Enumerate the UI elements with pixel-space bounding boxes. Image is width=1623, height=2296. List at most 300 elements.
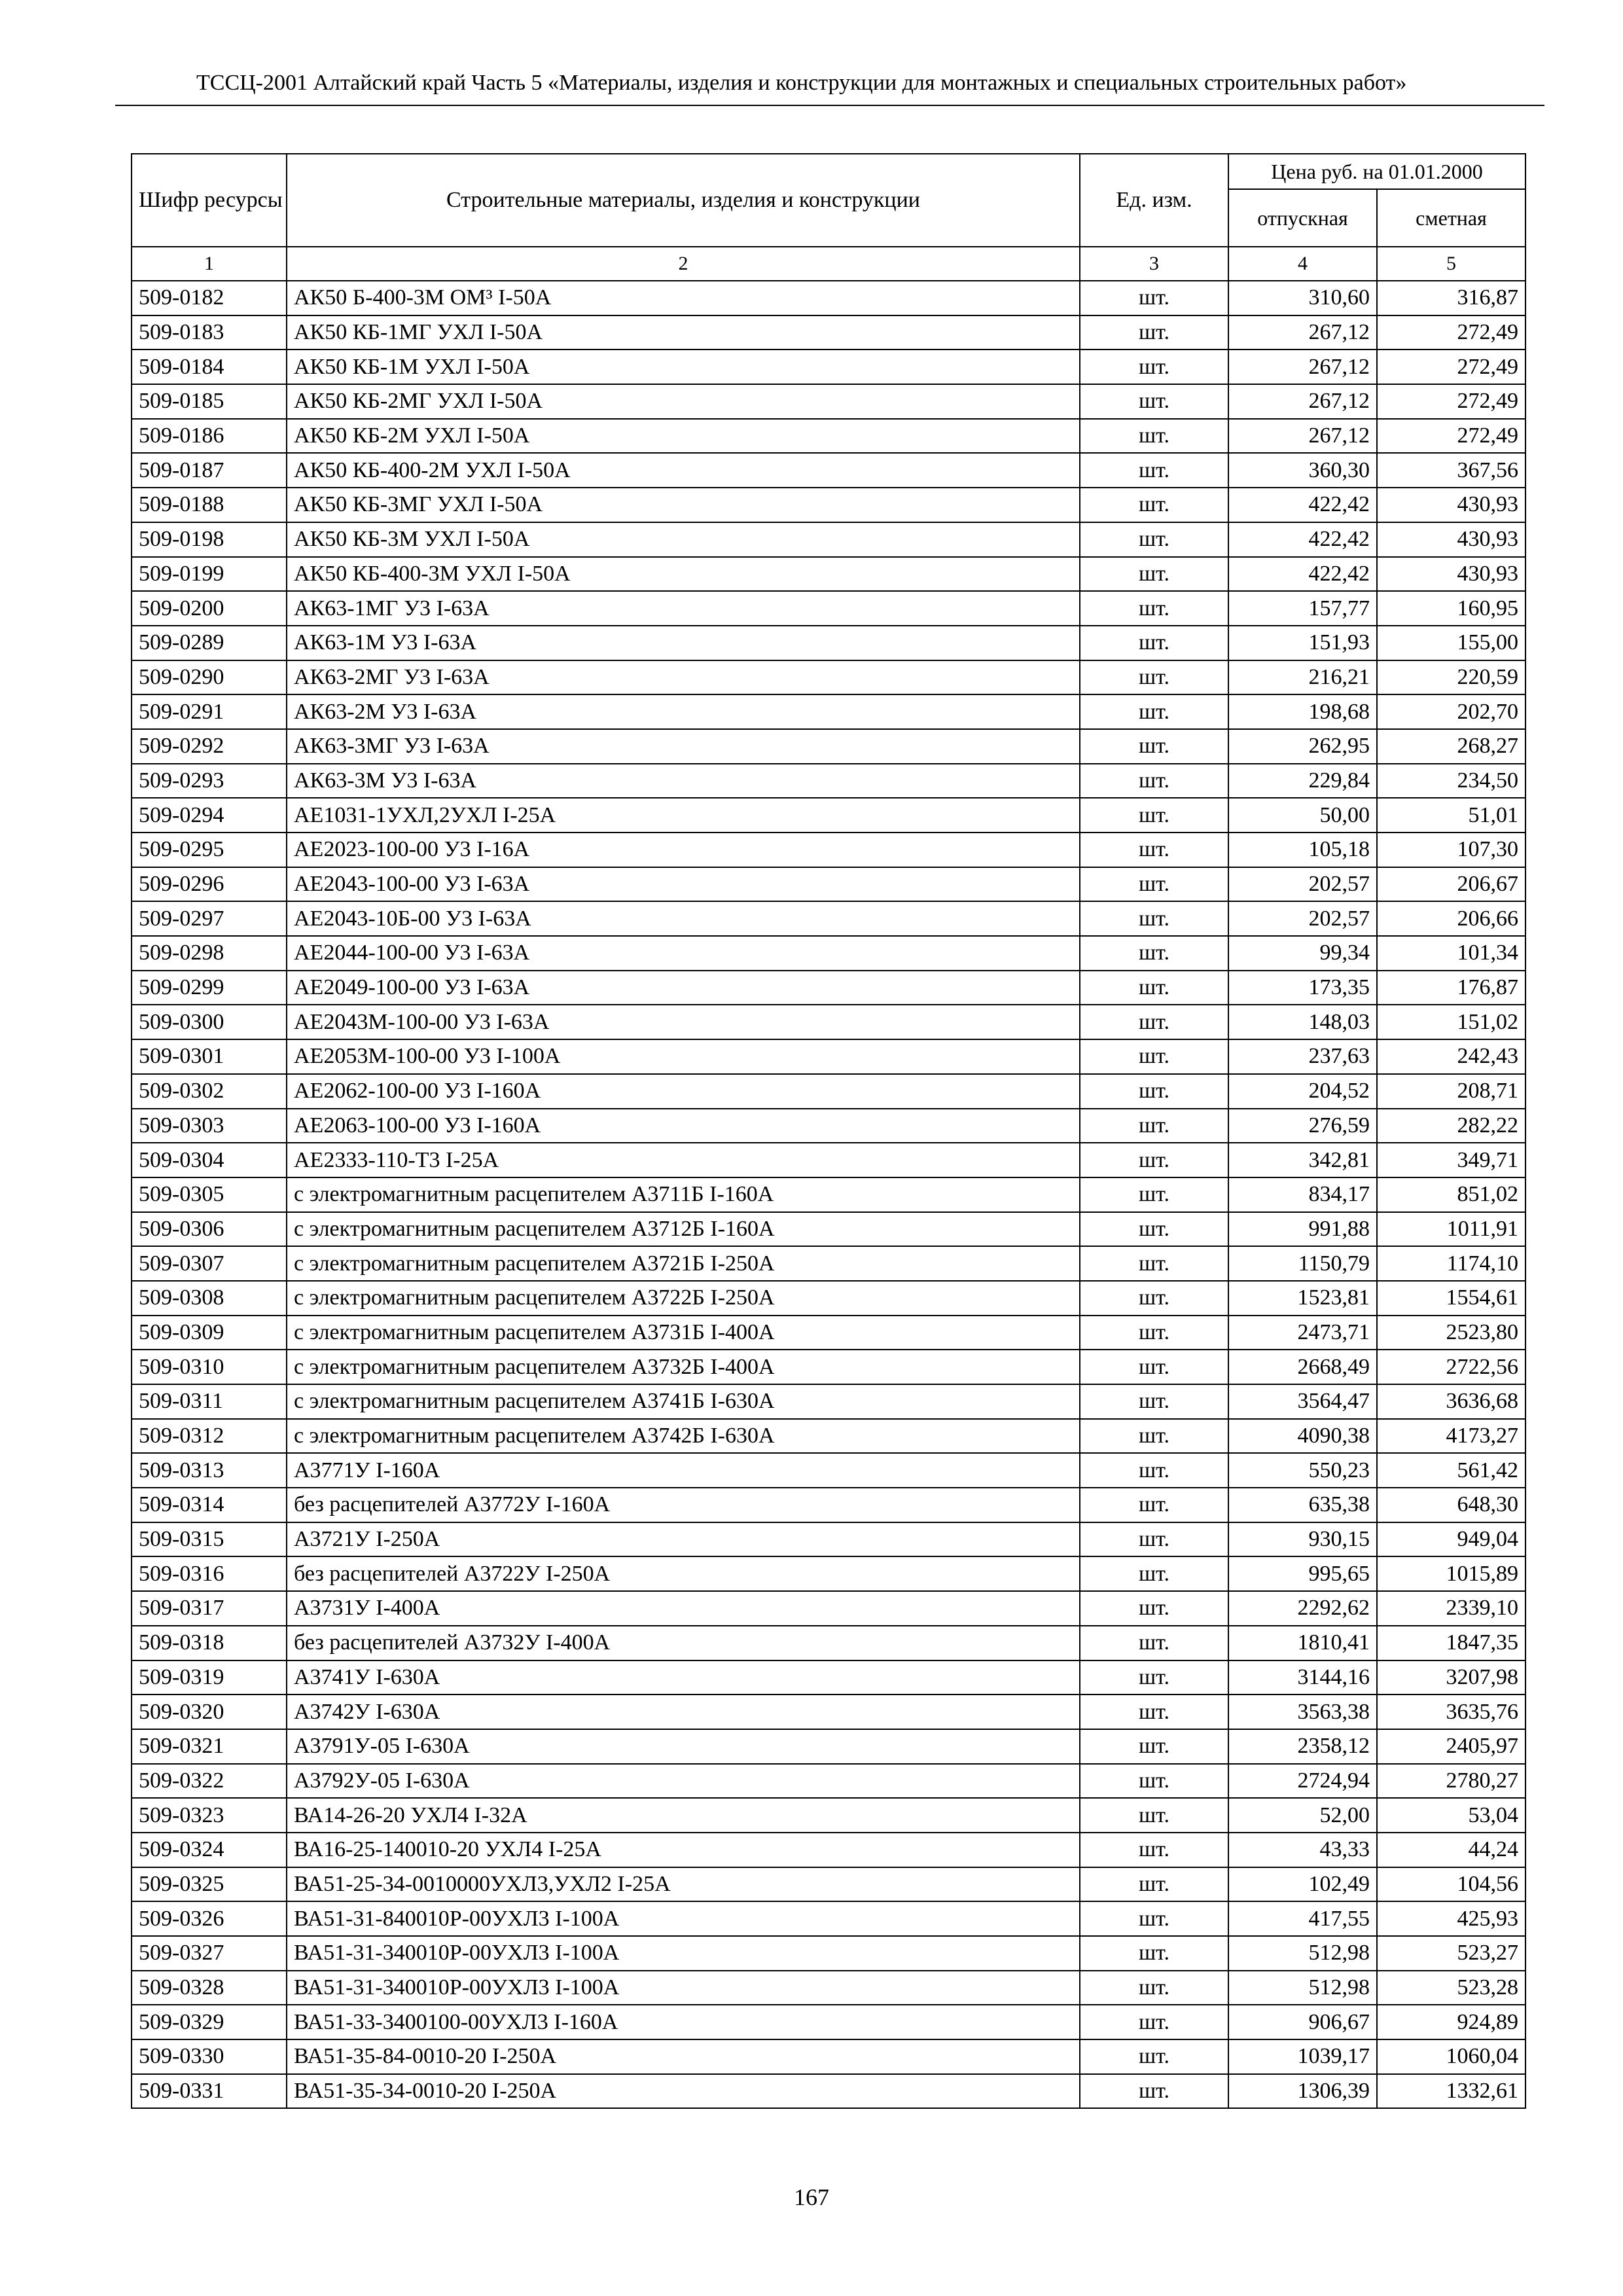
row-code: 509-0200 (132, 591, 287, 626)
row-estimate-price: 430,93 (1377, 557, 1525, 592)
row-name: АК63-2МГ У3 I-63А (287, 660, 1080, 695)
row-unit: шт. (1080, 1764, 1228, 1799)
table-row (132, 833, 1525, 867)
row-unit: шт. (1080, 350, 1228, 384)
table-row (132, 1316, 1525, 1350)
row-unit: шт. (1080, 971, 1228, 1005)
table-row (132, 384, 1525, 419)
row-unit: шт. (1080, 1281, 1228, 1316)
row-unit: шт. (1080, 2039, 1228, 2074)
row-unit: шт. (1080, 1833, 1228, 1867)
row-release-price: 512,98 (1228, 1936, 1377, 1971)
row-estimate-price: 3207,98 (1377, 1660, 1525, 1695)
row-release-price: 276,59 (1228, 1109, 1377, 1143)
row-name: с электромагнитным расцепителем А3721Б I-250А (287, 1246, 1080, 1281)
row-name: ВА51-35-84-0010-20 I-250А (287, 2039, 1080, 2074)
row-estimate-price: 272,49 (1377, 350, 1525, 384)
row-estimate-price: 430,93 (1377, 488, 1525, 522)
row-release-price: 2292,62 (1228, 1591, 1377, 1626)
row-estimate-price: 53,04 (1377, 1798, 1525, 1833)
table-row (132, 694, 1525, 729)
row-release-price: 102,49 (1228, 1867, 1377, 1902)
table-row (132, 1764, 1525, 1799)
table-row (132, 1419, 1525, 1454)
row-code: 509-0331 (132, 2074, 287, 2109)
table-row (132, 1867, 1525, 1902)
row-name: АК50 КБ-2МГ УХЛ I-50А (287, 384, 1080, 419)
row-release-price: 3144,16 (1228, 1660, 1377, 1695)
row-unit: шт. (1080, 522, 1228, 557)
row-name: с электромагнитным расцепителем А3732Б I-400А (287, 1350, 1080, 1384)
row-release-price: 204,52 (1228, 1074, 1377, 1109)
row-release-price: 148,03 (1228, 1005, 1377, 1039)
table-row (132, 591, 1525, 626)
row-estimate-price: 648,30 (1377, 1488, 1525, 1522)
row-name: без расцепителей А3772У I-160А (287, 1488, 1080, 1522)
table-row (132, 1177, 1525, 1212)
row-release-price: 3564,47 (1228, 1384, 1377, 1419)
row-unit: шт. (1080, 833, 1228, 867)
table-row (132, 1626, 1525, 1660)
row-code: 509-0316 (132, 1556, 287, 1591)
row-unit: шт. (1080, 1212, 1228, 1247)
table-row (132, 1556, 1525, 1591)
table-row (132, 936, 1525, 971)
row-name: АК50 КБ-400-3М УХЛ I-50А (287, 557, 1080, 592)
row-estimate-price: 1174,10 (1377, 1246, 1525, 1281)
table-body (132, 281, 1525, 2108)
row-unit: шт. (1080, 1626, 1228, 1660)
table-row (132, 488, 1525, 522)
table-row (132, 1039, 1525, 1074)
price-table (131, 153, 1526, 2109)
row-name: А3791У-05 I-630А (287, 1729, 1080, 1764)
row-estimate-price: 107,30 (1377, 833, 1525, 867)
row-name: с электромагнитным расцепителем А3731Б I-400А (287, 1316, 1080, 1350)
row-unit: шт. (1080, 1591, 1228, 1626)
row-name: ВА14-26-20 УХЛ4 I-32А (287, 1798, 1080, 1833)
column-number: 3 (1080, 247, 1228, 281)
row-estimate-price: 155,00 (1377, 626, 1525, 660)
row-estimate-price: 367,56 (1377, 453, 1525, 488)
table-row (132, 901, 1525, 936)
row-release-price: 105,18 (1228, 833, 1377, 867)
row-unit: шт. (1080, 1109, 1228, 1143)
row-name: с электромагнитным расцепителем А3711Б I-160А (287, 1177, 1080, 1212)
row-name: А3721У I-250А (287, 1522, 1080, 1557)
row-code: 509-0325 (132, 1867, 287, 1902)
table-row (132, 1488, 1525, 1522)
row-estimate-price: 349,71 (1377, 1143, 1525, 1177)
row-code: 509-0186 (132, 419, 287, 454)
row-estimate-price: 430,93 (1377, 522, 1525, 557)
row-unit: шт. (1080, 1316, 1228, 1350)
row-name: АК63-3МГ У3 I-63А (287, 729, 1080, 764)
table-row (132, 1901, 1525, 1936)
row-unit: шт. (1080, 1453, 1228, 1488)
row-release-price: 237,63 (1228, 1039, 1377, 1074)
row-unit: шт. (1080, 384, 1228, 419)
row-release-price: 991,88 (1228, 1212, 1377, 1247)
row-unit: шт. (1080, 936, 1228, 971)
row-name: АК50 КБ-1М УХЛ I-50А (287, 350, 1080, 384)
row-unit: шт. (1080, 660, 1228, 695)
table-row (132, 660, 1525, 695)
row-estimate-price: 2523,80 (1377, 1316, 1525, 1350)
row-release-price: 422,42 (1228, 557, 1377, 592)
row-name: АЕ2023-100-00 У3 I-16А (287, 833, 1080, 867)
row-code: 509-0312 (132, 1419, 287, 1454)
row-code: 509-0291 (132, 694, 287, 729)
row-code: 509-0289 (132, 626, 287, 660)
table-row (132, 419, 1525, 454)
row-release-price: 342,81 (1228, 1143, 1377, 1177)
row-code: 509-0315 (132, 1522, 287, 1557)
row-code: 509-0295 (132, 833, 287, 867)
row-name: АЕ2044-100-00 У3 I-63А (287, 936, 1080, 971)
row-code: 509-0328 (132, 1971, 287, 2005)
row-release-price: 267,12 (1228, 419, 1377, 454)
row-estimate-price: 561,42 (1377, 1453, 1525, 1488)
row-release-price: 52,00 (1228, 1798, 1377, 1833)
row-unit: шт. (1080, 1005, 1228, 1039)
row-release-price: 173,35 (1228, 971, 1377, 1005)
row-code: 509-0294 (132, 798, 287, 833)
row-release-price: 2668,49 (1228, 1350, 1377, 1384)
page-header-title: ТССЦ-2001 Алтайский край Часть 5 «Материалы, изделия и конструкции для монтажных и специальных строительных работ» (196, 71, 1407, 95)
row-code: 509-0306 (132, 1212, 287, 1247)
table-row (132, 798, 1525, 833)
table-row (132, 1384, 1525, 1419)
row-name: АЕ2063-100-00 У3 I-160А (287, 1109, 1080, 1143)
row-unit: шт. (1080, 1350, 1228, 1384)
header-rule (115, 105, 1544, 106)
row-code: 509-0198 (132, 522, 287, 557)
row-unit: шт. (1080, 1488, 1228, 1522)
row-estimate-price: 2405,97 (1377, 1729, 1525, 1764)
row-release-price: 1150,79 (1228, 1246, 1377, 1281)
row-release-price: 216,21 (1228, 660, 1377, 695)
row-release-price: 2358,12 (1228, 1729, 1377, 1764)
row-unit: шт. (1080, 1556, 1228, 1591)
row-name: ВА51-31-840010Р-00УХЛ3 I-100А (287, 1901, 1080, 1936)
row-release-price: 550,23 (1228, 1453, 1377, 1488)
row-release-price: 417,55 (1228, 1901, 1377, 1936)
row-name: ВА51-35-34-0010-20 I-250А (287, 2074, 1080, 2109)
row-estimate-price: 282,22 (1377, 1109, 1525, 1143)
row-unit: шт. (1080, 2005, 1228, 2039)
row-name: с электромагнитным расцепителем А3712Б I-160А (287, 1212, 1080, 1247)
row-code: 509-0299 (132, 971, 287, 1005)
row-estimate-price: 268,27 (1377, 729, 1525, 764)
table-row (132, 1074, 1525, 1109)
table-row (132, 1212, 1525, 1247)
row-name: А3742У I-630А (287, 1695, 1080, 1729)
row-unit: шт. (1080, 1729, 1228, 1764)
row-code: 509-0308 (132, 1281, 287, 1316)
row-unit: шт. (1080, 1901, 1228, 1936)
row-code: 509-0292 (132, 729, 287, 764)
table-row (132, 1729, 1525, 1764)
row-code: 509-0329 (132, 2005, 287, 2039)
row-estimate-price: 3635,76 (1377, 1695, 1525, 1729)
row-code: 509-0182 (132, 281, 287, 315)
row-unit: шт. (1080, 1867, 1228, 1902)
row-name: А3731У I-400А (287, 1591, 1080, 1626)
table-row (132, 764, 1525, 798)
row-estimate-price: 523,28 (1377, 1971, 1525, 2005)
row-name: АК50 КБ-3М УХЛ I-50А (287, 522, 1080, 557)
row-release-price: 512,98 (1228, 1971, 1377, 2005)
table-row (132, 453, 1525, 488)
row-name: АЕ2043-10Б-00 У3 I-63А (287, 901, 1080, 936)
table-row (132, 1281, 1525, 1316)
row-code: 509-0324 (132, 1833, 287, 1867)
row-unit: шт. (1080, 867, 1228, 902)
row-unit: шт. (1080, 1419, 1228, 1454)
table-row (132, 1971, 1525, 2005)
table-row (132, 1109, 1525, 1143)
row-code: 509-0314 (132, 1488, 287, 1522)
row-estimate-price: 1332,61 (1377, 2074, 1525, 2109)
row-estimate-price: 101,34 (1377, 936, 1525, 971)
row-unit: шт. (1080, 488, 1228, 522)
row-estimate-price: 4173,27 (1377, 1419, 1525, 1454)
row-unit: шт. (1080, 1522, 1228, 1557)
row-unit: шт. (1080, 626, 1228, 660)
row-estimate-price: 851,02 (1377, 1177, 1525, 1212)
row-estimate-price: 523,27 (1377, 1936, 1525, 1971)
row-release-price: 3563,38 (1228, 1695, 1377, 1729)
table-row (132, 2074, 1525, 2109)
row-code: 509-0322 (132, 1764, 287, 1799)
row-release-price: 1039,17 (1228, 2039, 1377, 2074)
row-code: 509-0296 (132, 867, 287, 902)
row-estimate-price: 176,87 (1377, 971, 1525, 1005)
header-code: Шифр ресурсы (132, 154, 287, 247)
table-row (132, 1350, 1525, 1384)
row-unit: шт. (1080, 1936, 1228, 1971)
table-row (132, 2005, 1525, 2039)
row-estimate-price: 1011,91 (1377, 1212, 1525, 1247)
table-row (132, 315, 1525, 350)
column-number: 1 (132, 247, 287, 281)
row-unit: шт. (1080, 1384, 1228, 1419)
row-estimate-price: 2722,56 (1377, 1350, 1525, 1384)
row-code: 509-0297 (132, 901, 287, 936)
row-name: АЕ2333-110-Т3 I-25А (287, 1143, 1080, 1177)
row-code: 509-0311 (132, 1384, 287, 1419)
row-unit: шт. (1080, 591, 1228, 626)
table-row (132, 1936, 1525, 1971)
row-name: с электромагнитным расцепителем А3722Б I-250А (287, 1281, 1080, 1316)
header-estimate-price: сметная (1377, 189, 1525, 247)
row-code: 509-0298 (132, 936, 287, 971)
row-release-price: 198,68 (1228, 694, 1377, 729)
row-name: с электромагнитным расцепителем А3741Б I-630А (287, 1384, 1080, 1419)
row-release-price: 360,30 (1228, 453, 1377, 488)
row-name: АК63-2М У3 I-63А (287, 694, 1080, 729)
row-code: 509-0187 (132, 453, 287, 488)
row-name: АК50 Б-400-3М ОМ³ I-50А (287, 281, 1080, 315)
row-estimate-price: 206,67 (1377, 867, 1525, 902)
table-row (132, 729, 1525, 764)
row-unit: шт. (1080, 1695, 1228, 1729)
row-unit: шт. (1080, 901, 1228, 936)
row-name: А3741У I-630А (287, 1660, 1080, 1695)
row-code: 509-0317 (132, 1591, 287, 1626)
row-estimate-price: 1060,04 (1377, 2039, 1525, 2074)
row-estimate-price: 234,50 (1377, 764, 1525, 798)
row-estimate-price: 1554,61 (1377, 1281, 1525, 1316)
row-code: 509-0323 (132, 1798, 287, 1833)
row-unit: шт. (1080, 1177, 1228, 1212)
row-release-price: 1523,81 (1228, 1281, 1377, 1316)
row-release-price: 2724,94 (1228, 1764, 1377, 1799)
row-unit: шт. (1080, 557, 1228, 592)
table-row (132, 1522, 1525, 1557)
row-unit: шт. (1080, 1971, 1228, 2005)
row-release-price: 1810,41 (1228, 1626, 1377, 1660)
row-unit: шт. (1080, 694, 1228, 729)
row-unit: шт. (1080, 1246, 1228, 1281)
table-row (132, 350, 1525, 384)
row-name: АК63-1МГ У3 I-63А (287, 591, 1080, 626)
row-release-price: 2473,71 (1228, 1316, 1377, 1350)
row-code: 509-0326 (132, 1901, 287, 1936)
row-estimate-price: 2339,10 (1377, 1591, 1525, 1626)
table-row (132, 1833, 1525, 1867)
row-estimate-price: 242,43 (1377, 1039, 1525, 1074)
header-release-price: отпускная (1228, 189, 1377, 247)
row-name: АЕ2043-100-00 У3 I-63А (287, 867, 1080, 902)
row-code: 509-0199 (132, 557, 287, 592)
table-row (132, 281, 1525, 315)
column-number: 4 (1228, 247, 1377, 281)
row-code: 509-0321 (132, 1729, 287, 1764)
row-estimate-price: 316,87 (1377, 281, 1525, 315)
table-row (132, 1143, 1525, 1177)
row-name: АК50 КБ-2М УХЛ I-50А (287, 419, 1080, 454)
row-estimate-price: 104,56 (1377, 1867, 1525, 1902)
row-estimate-price: 924,89 (1377, 2005, 1525, 2039)
table-row (132, 557, 1525, 592)
row-release-price: 50,00 (1228, 798, 1377, 833)
row-name: А3792У-05 I-630А (287, 1764, 1080, 1799)
row-code: 509-0300 (132, 1005, 287, 1039)
row-name: с электромагнитным расцепителем А3742Б I-630А (287, 1419, 1080, 1454)
table-row (132, 1695, 1525, 1729)
row-release-price: 995,65 (1228, 1556, 1377, 1591)
row-name: АЕ1031-1УХЛ,2УХЛ I-25А (287, 798, 1080, 833)
table-row (132, 1798, 1525, 1833)
row-unit: шт. (1080, 1143, 1228, 1177)
row-release-price: 157,77 (1228, 591, 1377, 626)
row-estimate-price: 220,59 (1377, 660, 1525, 695)
row-name: АЕ2043М-100-00 У3 I-63А (287, 1005, 1080, 1039)
row-name: А3771У I-160А (287, 1453, 1080, 1488)
row-release-price: 310,60 (1228, 281, 1377, 315)
row-name: АК50 КБ-400-2М УХЛ I-50А (287, 453, 1080, 488)
row-name: ВА16-25-140010-20 УХЛ4 I-25А (287, 1833, 1080, 1867)
row-estimate-price: 51,01 (1377, 798, 1525, 833)
row-unit: шт. (1080, 764, 1228, 798)
table-row (132, 867, 1525, 902)
row-unit: шт. (1080, 419, 1228, 454)
row-release-price: 43,33 (1228, 1833, 1377, 1867)
row-code: 509-0305 (132, 1177, 287, 1212)
row-release-price: 267,12 (1228, 315, 1377, 350)
row-code: 509-0301 (132, 1039, 287, 1074)
table-row (132, 1660, 1525, 1695)
column-number: 5 (1377, 247, 1525, 281)
row-name: ВА51-33-3400100-00УХЛ3 I-160А (287, 2005, 1080, 2039)
table-row (132, 522, 1525, 557)
row-unit: шт. (1080, 453, 1228, 488)
row-name: ВА51-25-34-0010000УХЛ3,УХЛ2 I-25А (287, 1867, 1080, 1902)
row-release-price: 4090,38 (1228, 1419, 1377, 1454)
row-estimate-price: 44,24 (1377, 1833, 1525, 1867)
row-unit: шт. (1080, 315, 1228, 350)
table-row (132, 1591, 1525, 1626)
column-number: 2 (287, 247, 1080, 281)
row-estimate-price: 160,95 (1377, 591, 1525, 626)
row-release-price: 422,42 (1228, 522, 1377, 557)
row-code: 509-0188 (132, 488, 287, 522)
row-unit: шт. (1080, 1039, 1228, 1074)
table-row (132, 1453, 1525, 1488)
row-estimate-price: 425,93 (1377, 1901, 1525, 1936)
row-release-price: 834,17 (1228, 1177, 1377, 1212)
row-unit: шт. (1080, 1660, 1228, 1695)
header-unit: Ед. изм. (1080, 154, 1228, 247)
row-release-price: 422,42 (1228, 488, 1377, 522)
table-row (132, 626, 1525, 660)
row-unit: шт. (1080, 1074, 1228, 1109)
row-name: АК63-3М У3 I-63А (287, 764, 1080, 798)
row-code: 509-0313 (132, 1453, 287, 1488)
header-name: Строительные материалы, изделия и конструкции (287, 154, 1080, 247)
row-release-price: 267,12 (1228, 384, 1377, 419)
row-name: АЕ2062-100-00 У3 I-160А (287, 1074, 1080, 1109)
row-release-price: 262,95 (1228, 729, 1377, 764)
row-estimate-price: 1847,35 (1377, 1626, 1525, 1660)
row-code: 509-0318 (132, 1626, 287, 1660)
row-code: 509-0304 (132, 1143, 287, 1177)
row-name: ВА51-31-340010Р-00УХЛ3 I-100А (287, 1936, 1080, 1971)
row-estimate-price: 2780,27 (1377, 1764, 1525, 1799)
row-code: 509-0307 (132, 1246, 287, 1281)
row-name: без расцепителей А3722У I-250А (287, 1556, 1080, 1591)
row-unit: шт. (1080, 1798, 1228, 1833)
row-code: 509-0293 (132, 764, 287, 798)
row-estimate-price: 272,49 (1377, 384, 1525, 419)
row-code: 509-0303 (132, 1109, 287, 1143)
row-code: 509-0309 (132, 1316, 287, 1350)
row-name: АЕ2049-100-00 У3 I-63А (287, 971, 1080, 1005)
row-code: 509-0185 (132, 384, 287, 419)
row-estimate-price: 272,49 (1377, 315, 1525, 350)
row-name: АК50 КБ-3МГ УХЛ I-50А (287, 488, 1080, 522)
row-unit: шт. (1080, 281, 1228, 315)
row-code: 509-0320 (132, 1695, 287, 1729)
row-release-price: 202,57 (1228, 867, 1377, 902)
row-release-price: 99,34 (1228, 936, 1377, 971)
row-estimate-price: 949,04 (1377, 1522, 1525, 1557)
table-row (132, 971, 1525, 1005)
header-price: Цена руб. на 01.01.2000 (1228, 154, 1525, 189)
row-code: 509-0184 (132, 350, 287, 384)
